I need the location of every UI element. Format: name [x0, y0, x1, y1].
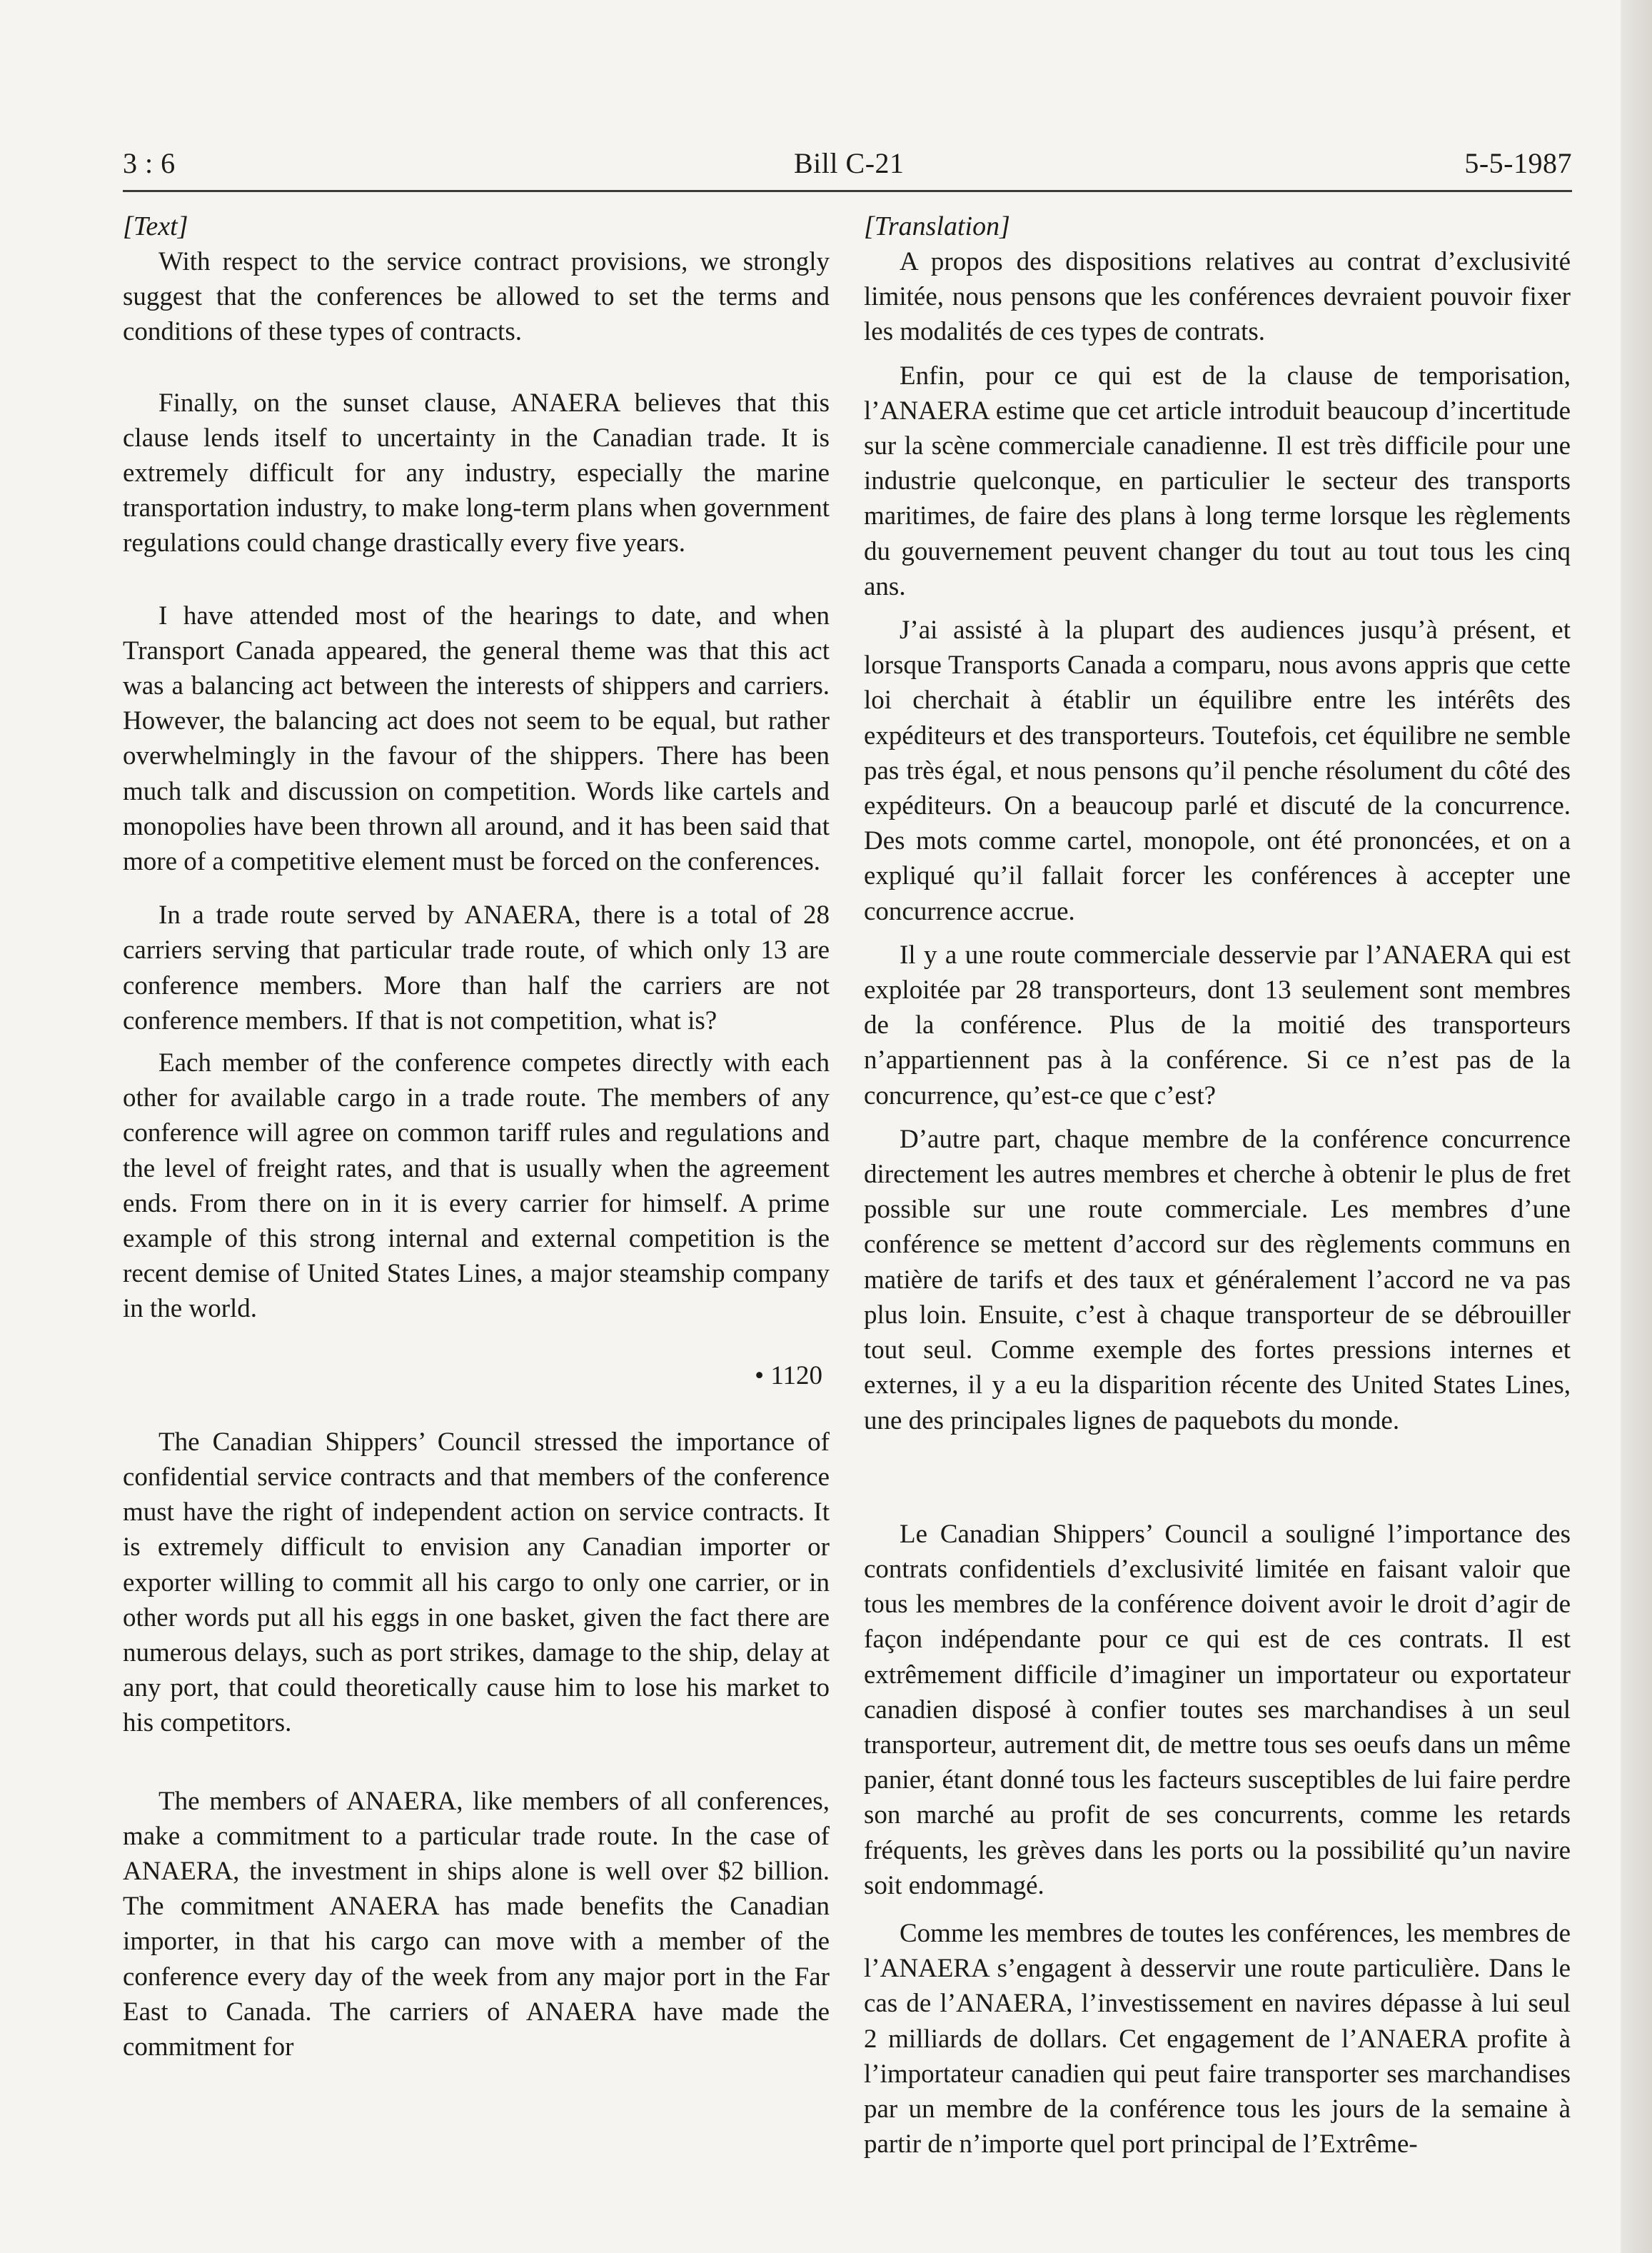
page-number: 3 : 6: [123, 147, 176, 179]
paragraph: Each member of the conference competes directly with each other for available cargo in a trade route. The members of any conference will agree on common tariff rules and regulations and the level of freight rates, and that is usually when the agreement ends. From there on in it is every carrier for himself. A prime example of this strong internal and external competition is the recent demise of United States Lines, a major steamship company in the world.: [123, 1048, 830, 1324]
paragraph: D’autre part, chaque membre de la conférence concurrence directement les autres membres et cherche à obtenir le plus de fret possible sur une route commerciale. Les membres d’une conférence se mettent d’accord sur des règlements communs en matière de tarifs et des taux et généralement l’accord ne va pas plus loin. Ensuite, c’est à chaque transporteur de se débrouiller tout seul. Comme exemple des fortes pressions internes et externes, il y a eu la disparition récente des United States Lines, une des principales lignes de paquebots du monde.: [864, 1124, 1571, 1435]
paragraph: Finally, on the sunset clause, ANAERA believes that this clause lends itself to uncertainty in the Canadian trade. It is extremely difficult for any industry, especially the marine transportation industry, to make long-term plans when government regulations could change drastically every five years.: [123, 388, 830, 558]
paragraph: The Canadian Shippers’ Council stressed the importance of confidential service contracts and that members of the conference must have the right of independent action on service contracts. It is extremely difficult to envision any Canadian importer or exporter willing to commit all his cargo to only one carrier, or in other words put all his eggs in one basket, given the fact there are numerous delays, such as port strikes, damage to the ship, delay at any port, that could theoretically cause him to lose his market to his competitors.: [123, 1427, 830, 1738]
bill-title: Bill C-21: [794, 147, 905, 179]
paragraph: I have attended most of the hearings to date, and when Transport Canada appeared, the general theme was that this act was a balancing act between the interests of shippers and carriers. However, the balancing act does not seem to be equal, but rather overwhelmingly in the favour of the shippers. There has been much talk and discussion on competition. Words like cartels and monopolies have been thrown all around, and it has been said that more of a competitive element must be forced on the conferences.: [123, 601, 830, 877]
time-marker: • 1120: [755, 1360, 822, 1390]
running-header: [123, 146, 1572, 189]
paragraph: With respect to the service contract provisions, we strongly suggest that the conferences be allowed to set the terms and conditions of these types of contracts.: [123, 247, 830, 347]
paragraph: Il y a une route commerciale desservie par l’ANAERA qui est exploitée par 28 transporteurs, dont 13 seulement sont membres de la conférence. Plus de la moitié des transporteurs n’appartiennent pas à la conférence. Si ce n’est pas de la concurrence, qu’est-ce que c’est?: [864, 940, 1571, 1110]
text-label: [Text]: [123, 211, 188, 241]
header-rule: [123, 190, 1572, 192]
english-column: [123, 209, 830, 2064]
paragraph: The members of ANAERA, like members of all conferences, make a commitment to a particular trade route. In the case of ANAERA, the investment in ships alone is well over $2 billion. The commitment ANAERA has made benefits the Canadian importer, in that his cargo can move with a member of the conference every day of the week from any major port in the Far East to Canada. The carriers of ANAERA have made the commitment for: [123, 1786, 830, 2062]
paragraph: Le Canadian Shippers’ Council a souligné l’importance des contrats confidentiels d’exclusivité limitée en faisant valoir que tous les membres de la conférence doivent avoir le droit d’agir de façon indépendante pour ce qui est de ces contrats. Il est extrêmement difficile d’imaginer un importateur ou exportateur canadien disposé à confier toutes ses marchandises à un seul transporteur, autrement dit, de mettre tous ses oeufs dans un même panier, étant donné tous les facteurs susceptibles de lui faire perdre son marché au profit de ses concurrents, comme les retards fréquents, les grèves dans les ports ou la possibilité qu’un navire soit endommagé.: [864, 1519, 1571, 1900]
paragraph: Enfin, pour ce qui est de la clause de temporisation, l’ANAERA estime que cet article introduit beaucoup d’incertitude sur la scène commerciale canadienne. Il est très difficile pour une industrie quelconque, en particulier le secteur des transports maritimes, de faire des plans à long terme lorsque les règlements du gouvernement peuvent changer du tout au tout tous les cinq ans.: [864, 361, 1571, 601]
paragraph: J’ai assisté à la plupart des audiences jusqu’à présent, et lorsque Transports Canada a comparu, nous avons appris que cette loi cherchait à établir un équilibre entre les intérêts des expéditeurs et des transporteurs. Toutefois, cet équilibre ne semble pas très égal, et nous pensons qu’il penche résolument du côté des expéditeurs. On a beaucoup parlé et discuté de la concurrence. Des mots comme cartel, monopole, ont été prononcées, et on a expliqué qu’il fallait forcer les conférences à accepter une concurrence accrue.: [864, 616, 1571, 926]
paragraph: Comme les membres de toutes les conférences, les membres de l’ANAERA s’engagent à desservir une route particulière. Dans le cas de l’ANAERA, l’investissement en navires dépasse à lui seul 2 milliards de dollars. Cet engagement de l’ANAERA profite à l’importateur canadien qui peut faire transporter ses marchandises par un membre de la conférence tous les jours de la semaine à partir de n’importe quel port principal de l’Extrême-: [864, 1918, 1571, 2159]
paragraph: A propos des dispositions relatives au contrat d’exclusivité limitée, nous pensons que les conférences devraient pouvoir fixer les modalités de ces types de contrats.: [864, 247, 1571, 347]
paragraph: In a trade route served by ANAERA, there is a total of 28 carriers serving that particular trade route, of which only 13 are conference members. More than half the carriers are not conference members. If that is not competition, what is?: [123, 900, 830, 1035]
translation-label: [Translation]: [864, 211, 1010, 241]
page-edge-shadow: [1621, 0, 1652, 2253]
header-date: 5-5-1987: [1464, 147, 1572, 179]
french-column: [864, 209, 1571, 2162]
